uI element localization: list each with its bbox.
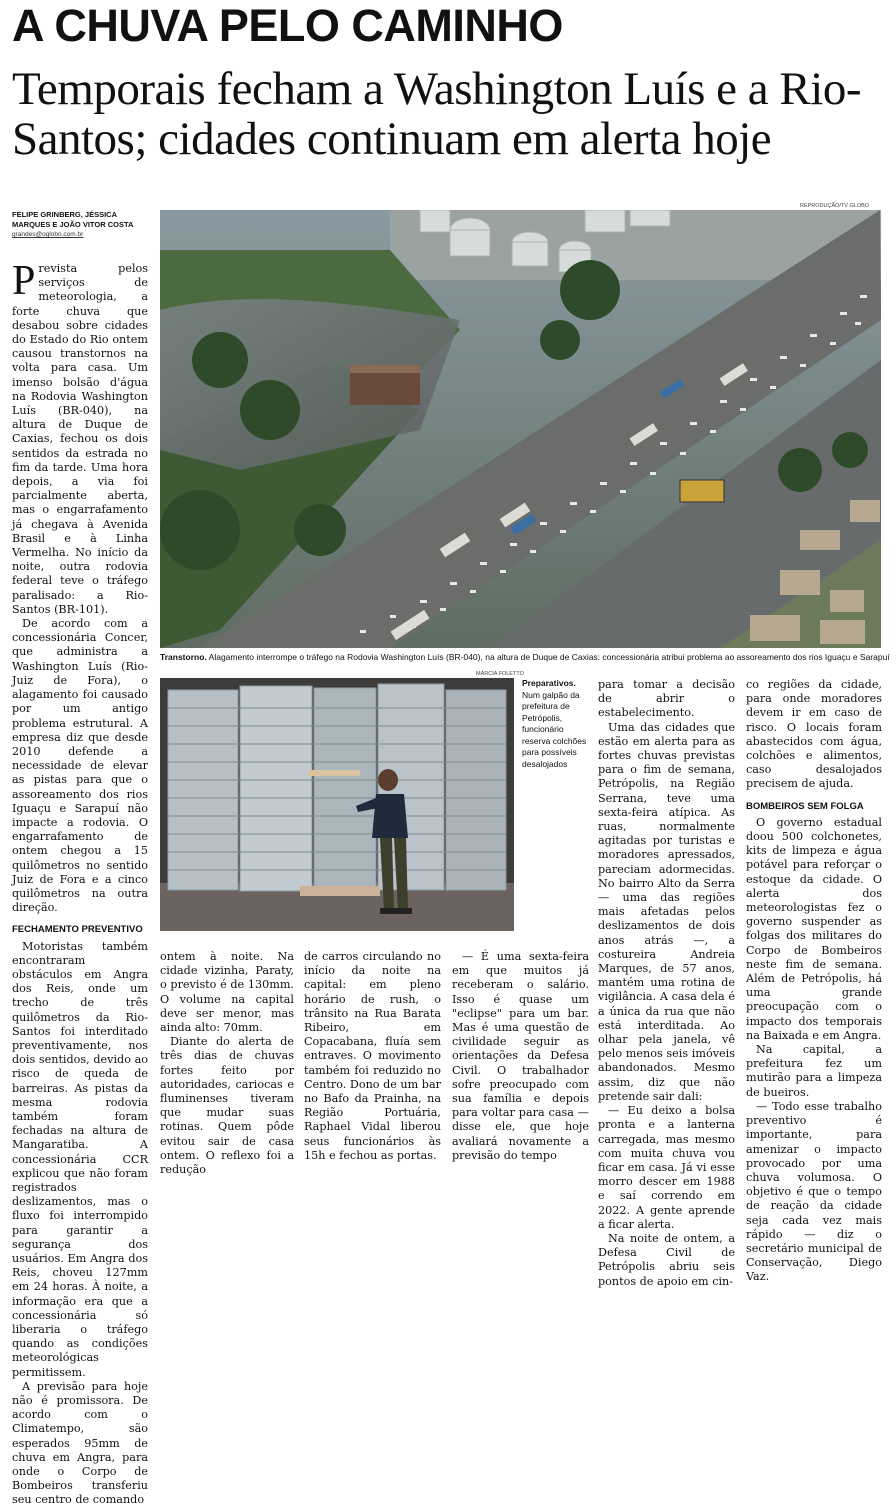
subhead-bombeiros: BOMBEIROS SEM FOLGA bbox=[746, 800, 864, 812]
mattresses-photo bbox=[160, 678, 514, 931]
sidebar-caption bbox=[522, 678, 588, 770]
column-2 bbox=[160, 950, 294, 1177]
caption-text: Num galpão da prefeitura de Petrópolis, funcionário reserva colchões para possíveis desalojados bbox=[522, 689, 587, 769]
byline-email[interactable]: grandes@oglobo.com.br bbox=[12, 231, 84, 238]
column-3 bbox=[304, 950, 441, 1163]
paragraph: Uma das cidades que estão em alerta para as fortes chuvas previstas para o fim de semana, Petrópolis, na Região Serrana, teve uma sexta-feira atípica. As ruas, normalmente agitadas por turistas e moradores apressados, pareciam adormecidas. No bairro Alto da Serra — uma das regiões mais afetadas pelos deslizamentos de dois anos atrás —, a costureira Andreia Marques, de 57 anos, mantém uma rotina de vigilância. A casa dela é a única da rua que não está interditada. Ao olhar pela janela, vê pelo menos seis imóveis abandonados. Mesmo assim, diz que não pretende sair dali: bbox=[598, 720, 735, 1103]
paragraph: Na noite de ontem, a Defesa Civil de Petrópolis abriu seis pontos de apoio em cin- bbox=[598, 1231, 735, 1288]
column-1 bbox=[12, 258, 148, 1508]
paragraph: Prevista pelos serviços de meteorologia, a forte chuva que desabou sobre cidades do Estado do Rio ontem causou transtornos na volta para casa. Um imenso bolsão d'água na Rodovia Washington Luís (BR-040), na altura de Duque de Caxias, fechou os dois sentidos da estrada no fim da tarde. Uma hora depois, a via foi parcialmente aberta, mas o engarrafamento já chegava à Avenida Brasil e à Linha Vermelha. No início da noite, outra rodovia federal teve o tráfego paralisado: a Rio-Santos (BR-101). bbox=[12, 258, 148, 616]
paragraph: — É uma sexta-feira em que muitos já receberam o salário. Isso é quase um "eclipse" para um bar. Mas é uma questão de civilidade seguir as orientações da Defesa Civil. O trabalhador sofre preocupado com sua família e depois para voltar para casa — disse ele, que hoje avaliará novamente a previsão do tempo bbox=[452, 950, 589, 1162]
paragraph: De acordo com a concessionária Concer, que administra a Washington Luís (Rio-Juiz de Fora), o alagamento foi causado por um antigo problema estrutural. A empresa diz que desde 2010 defende a necessidade de elevar as pistas para que o assoreamento dos rios Iguaçu e Sarapuí não impacte a rodovia. O engarrafamento de ontem chegou a 15 quilômetros no sentido Juiz de Fora e a cinco quilômetros na outra direção. bbox=[12, 617, 148, 915]
caption-title: Transtorno. bbox=[160, 652, 207, 662]
paragraph: de carros circulando no início da noite na capital: em pleno horário de rush, o trânsito na Rua Barata Ribeiro, em Copacabana, fluía sem entraves. O movimento também foi reduzido no Centro. Dono de um bar no Bafo da Prainha, na Região Portuária, Raphael Vidal liberou seus funcionários às 15h e fechou as portas. bbox=[304, 950, 441, 1162]
flooded-highway-photo bbox=[160, 210, 881, 648]
subhead-fechamento: FECHAMENTO PREVENTIVO bbox=[12, 924, 143, 936]
headline: Temporais fecham a Washington Luís e a Rio-Santos; cidades continuam em alerta hoje bbox=[12, 63, 861, 165]
column-6 bbox=[746, 678, 882, 1285]
paragraph: ontem à noite. Na cidade vizinha, Paraty, o previsto é de 130mm. O volume na capital deve ser menor, mas ainda alto: 70mm. bbox=[160, 950, 294, 1035]
photo-caption bbox=[160, 652, 890, 663]
byline: FELIPE GRINBERG, JÉSSICA MARQUES E JOÃO VITOR COSTA bbox=[12, 210, 134, 229]
photo-credit: MÁRCIA FOLETTO bbox=[476, 671, 524, 677]
kicker: A CHUVA PELO CAMINHO bbox=[12, 0, 563, 51]
caption-title: Preparativos. bbox=[522, 678, 576, 688]
photo-credit: REPRODUÇÃO/TV GLOBO bbox=[800, 203, 870, 209]
paragraph: A previsão para hoje não é promissora. De acordo com o Climatempo, são esperados 95mm de chuva em Angra, para onde o Corpo de Bombeiros transferiu seu centro de comando bbox=[12, 1379, 148, 1507]
paragraph: Motoristas também encontraram obstáculos em Angra dos Reis, onde um trecho de três quilômetros da Rio-Santos foi interditado preventivamente, nos dois sentidos, devido ao risco de queda de barreiras. As pistas da mesma rodovia também foram fechadas na altura de Mangaratiba. A concessionária CCR explicou que não foram registrados deslizamentos, mas o fluxo foi interrompido para garantir a segurança dos usuários. Em Angra dos Reis, choveu 127mm em 24 horas. À noite, a informação era que a concessionária só liberaria o tráfego quando as condições meteorológicas permitissem. bbox=[12, 939, 148, 1379]
paragraph: — Todo esse trabalho preventivo é importante, para amenizar o impacto provocado por uma chuva volumosa. O objetivo é que o tempo de reação da cidade seja cada vez mais rápido — diz o secretário municipal de Conservação, Diego Vaz. bbox=[746, 1099, 882, 1284]
paragraph: O governo estadual doou 500 colchonetes, kits de limpeza e água potável para reforçar o estoque da cidade. O alerta dos meteorologistas fez o governo suspender as folgas dos militares do Corpo de Bombeiros neste fim de semana. Além de Petrópolis, há uma grande preocupação com o impacto dos temporais na Baixada e em Angra. bbox=[746, 815, 882, 1042]
drop-cap: P bbox=[12, 258, 36, 304]
paragraph: Diante do alerta de três dias de chuvas fortes feito por autoridades, cariocas e fluminenses tiveram que mudar suas rotinas. Quem pôde evitou sair de casa ontem. O reflexo foi a redução bbox=[160, 1035, 294, 1177]
paragraph: co regiões da cidade, para onde moradores devem ir em caso de risco. O locais foram abastecidos com água, colchões e alimentos, caso desalojados precisem de ajuda. bbox=[746, 678, 882, 791]
paragraph: para tomar a decisão de abrir o estabelecimento. bbox=[598, 678, 735, 720]
caption-text: Alagamento interrompe o tráfego na Rodovia Washington Luís (BR-040), na altura de Duque de Caxias: concessionária atribui problema ao assoreamento dos rios Iguaçu e Sarapuí bbox=[206, 652, 890, 662]
paragraph: Na capital, a prefeitura fez um mutirão para a limpeza de bueiros. bbox=[746, 1043, 882, 1099]
column-4 bbox=[452, 950, 589, 1163]
paragraph: — Eu deixo a bolsa pronta e a lanterna carregada, mas mesmo com muita chuva vou ficar em casa. Já vi esse morro descer em 1988 e saí correndo em 2022. A gente aprende a ficar alerta. bbox=[598, 1104, 735, 1231]
column-5 bbox=[598, 678, 735, 1289]
